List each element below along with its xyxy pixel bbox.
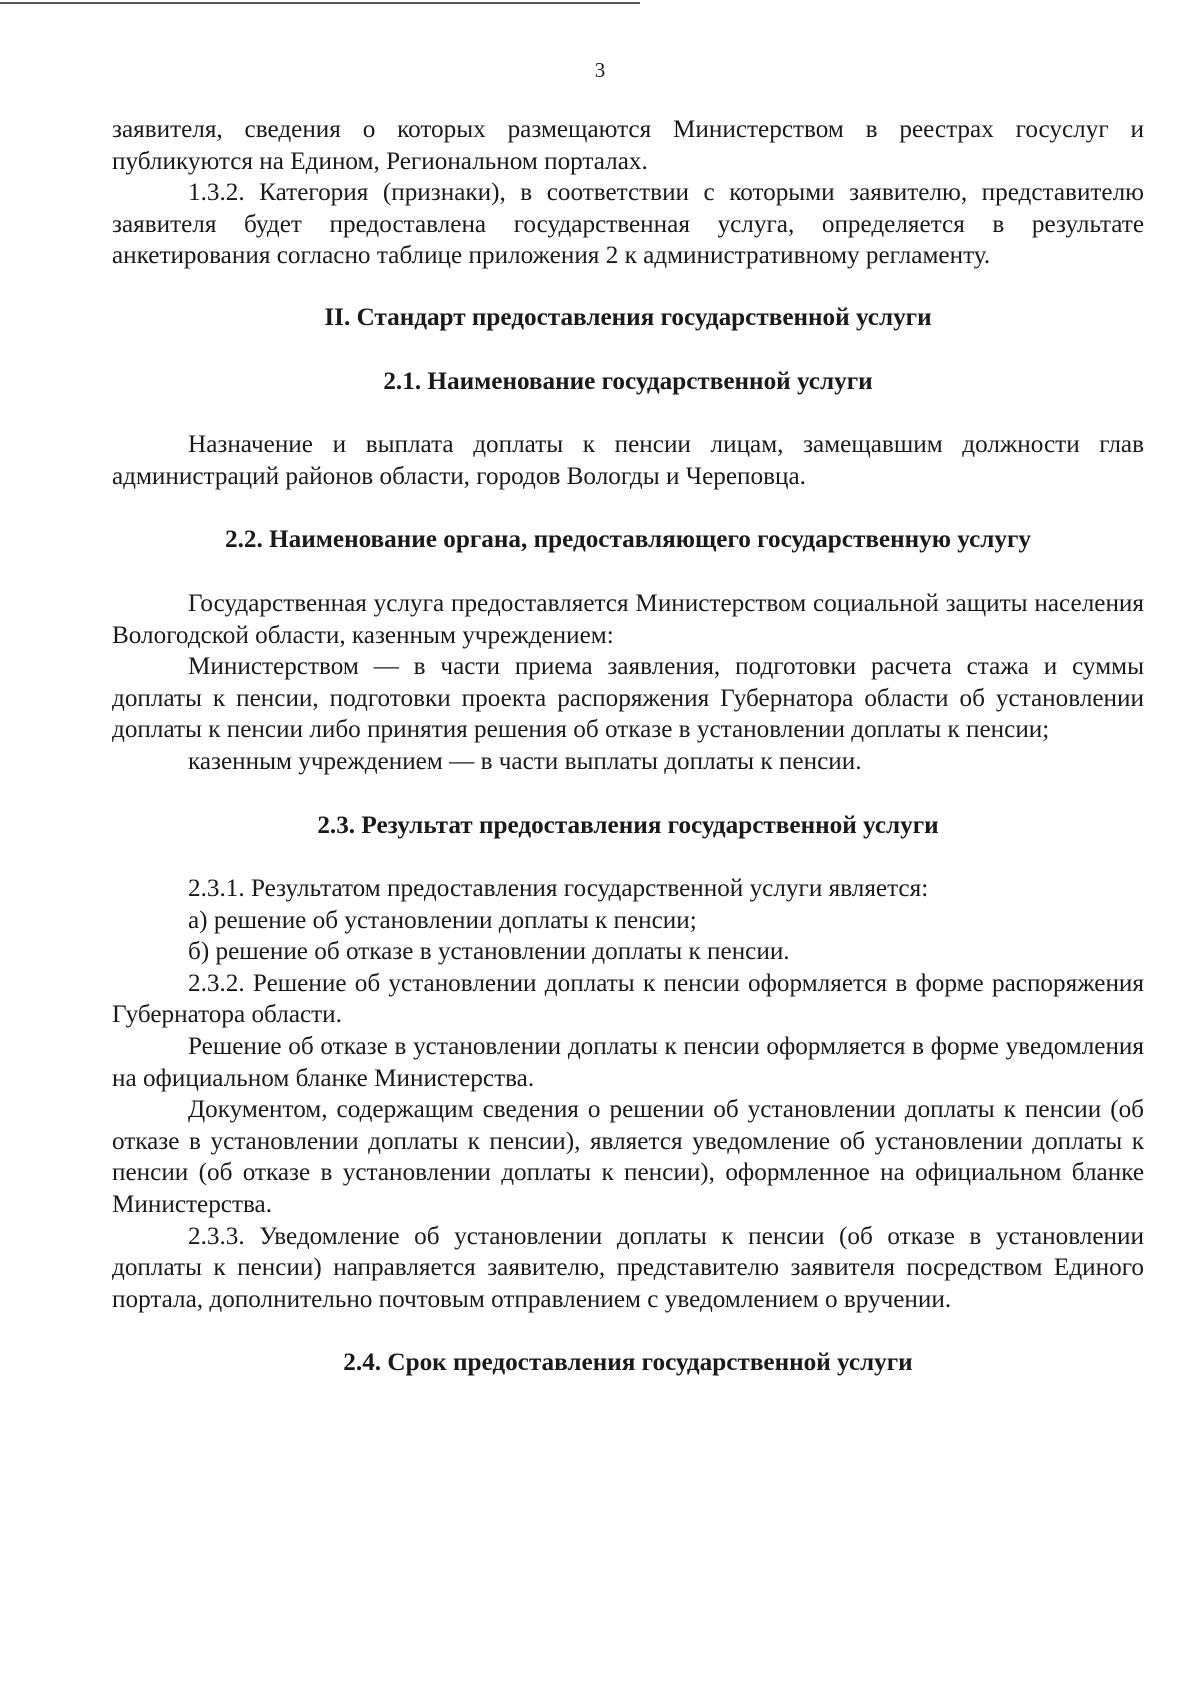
paragraph-2-2-c: казенным учреждением — в части выплаты доплаты к пенсии. [188, 747, 862, 775]
heading-2-2: 2.2. Наименование органа, предоставляющего государственную услугу [224, 526, 1032, 554]
paragraph-2-1: Назначение и выплата доплаты к пенсии лицам, замещавшим должности глав администраций районов области, городов Вологды и Череповца. [112, 431, 1144, 490]
paragraph-2-3-1-b: б) решение об отказе в установлении доплаты к пенсии. [188, 938, 790, 966]
paragraph-1-3-2: 1.3.2. Категория (признаки), в соответствии с которыми заявителю, представителю заявителя будет предоставлена государственная услуга, определяется в результате анкетирования согласно таблице приложения 2 к административному регламенту. [112, 179, 1144, 270]
paragraph-2-3-3: 2.3.3. Уведомление об установлении доплаты к пенсии (об отказе в установлении доплаты к пенсии) направляется заявителю, представителю заявителя посредством Единого портала, дополнительно почтовым отправлением с уведомлением о вручении. [112, 1222, 1144, 1313]
heading-2-3: 2.3. Результат предоставления государственной услуги [317, 811, 939, 839]
heading-2-1: 2.1. Наименование государственной услуги [383, 367, 873, 395]
paragraph-2-3-2-b: Решение об отказе в установлении доплаты к пенсии оформляется в форме уведомления на официальном бланке Министерства. [112, 1033, 1144, 1092]
page-number: 3 [594, 58, 606, 82]
document-body [112, 114, 1144, 1379]
paragraph-2-3-2-c: Документом, содержащим сведения о решении об установлении доплаты к пенсии (об отказе в установлении доплаты к пенсии), является уведомление об установлении доплаты к пенсии (об отказе в установлении доплаты к пенсии), оформленное на официальном бланке Министерства. [112, 1096, 1144, 1219]
paragraph-2-2-b: Министерством — в части приема заявления, подготовки расчета стажа и суммы доплаты к пенсии, подготовки проекта распоряжения Губернатора области об установлении доплаты к пенсии либо принятия решения об отказе в установлении доплаты к пенсии; [112, 653, 1144, 744]
paragraph-2-2-a: Государственная услуга предоставляется Министерством социальной защиты населения Вологодской области, казенным учреждением: [112, 589, 1144, 649]
paragraph-2-3-1: 2.3.1. Результатом предоставления государственной услуги является: [188, 875, 929, 903]
paragraph-2-3-1-a: а) решение об установлении доплаты к пенсии; [188, 906, 697, 934]
paragraph-applicant-info: заявителя, сведения о которых размещаются Министерством в реестрах госуслуг и публикуются на Едином, Региональном порталах. [112, 116, 1144, 175]
top-border-line [0, 2, 640, 4]
paragraph-2-3-2: 2.3.2. Решение об установлении доплаты к пенсии оформляется в форме распоряжения Губернатора области. [112, 969, 1144, 1029]
section-heading-2: II. Стандарт предоставления государственной услуги [324, 303, 932, 331]
heading-2-4: 2.4. Срок предоставления государственной услуги [343, 1349, 913, 1377]
